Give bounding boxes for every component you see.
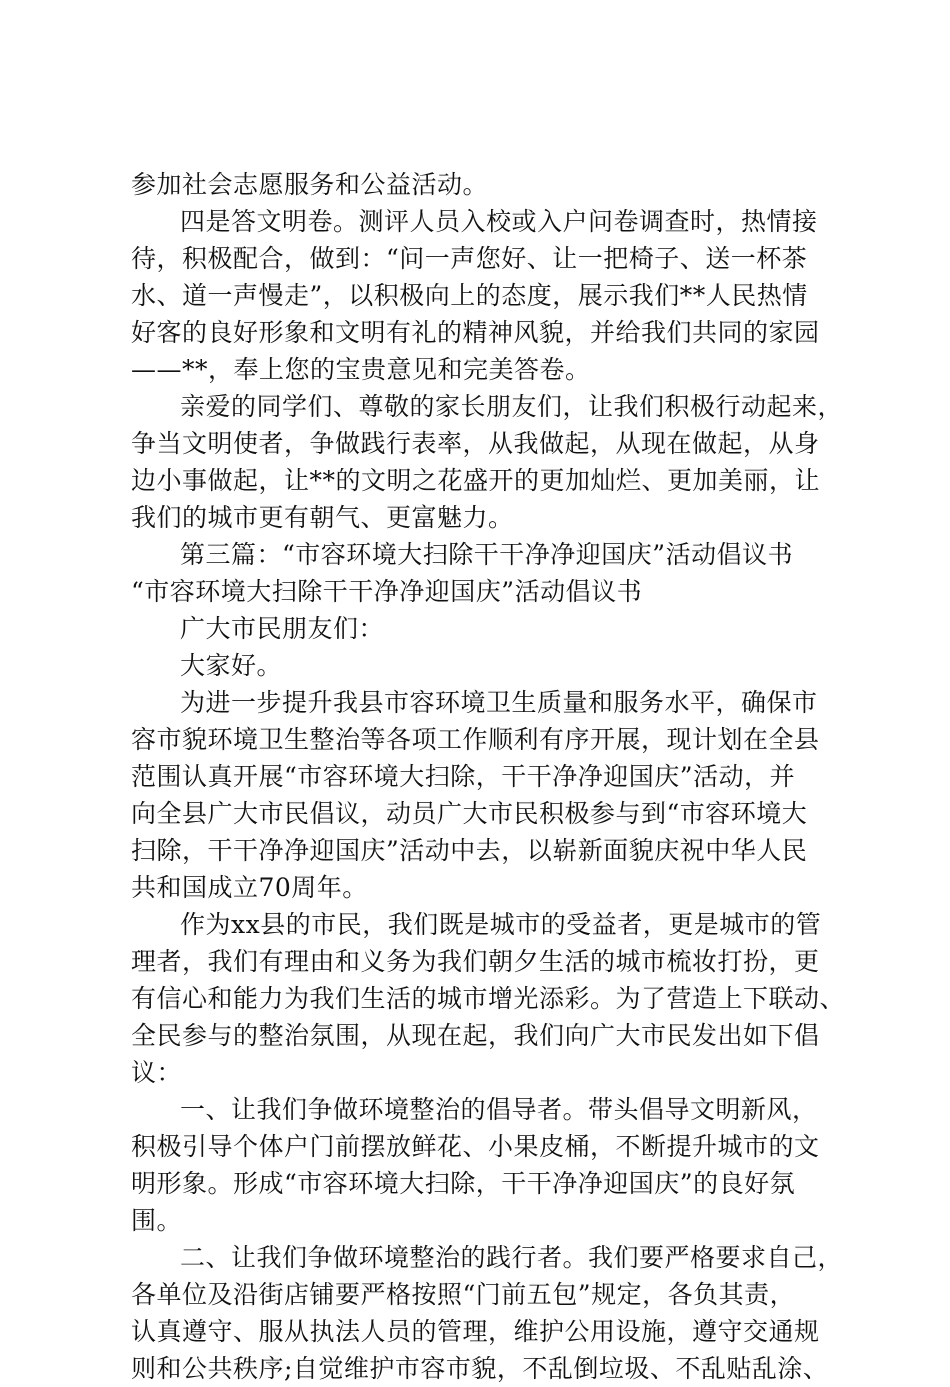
text-line: 积极引导个体户门前摆放鲜花、小果皮桶，不断提升城市的文 bbox=[131, 1132, 820, 1161]
text-line: 向全县广大市民倡议，动员广大市民积极参与到“市容环境大 bbox=[131, 799, 808, 828]
text-line: 广大市民朋友们： bbox=[180, 614, 385, 643]
text-line: 有信心和能力为我们生活的城市增光添彩。为了营造上下联动、 bbox=[131, 984, 846, 1013]
text-line: ——**，奉上您的宝贵意见和完美答卷。 bbox=[131, 355, 591, 384]
text-line: 待，积极配合，做到：“问一声您好、让一把椅子、送一杯茶 bbox=[131, 244, 808, 273]
text-line: 为进一步提升我县市容环境卫生质量和服务水平，确保市 bbox=[180, 688, 818, 717]
text-line: 容市貌环境卫生整治等各项工作顺利有序开展，现计划在全县 bbox=[131, 725, 820, 754]
text-line: 则和公共秩序;自觉维护市容市貌，不乱倒垃圾、不乱贴乱涂、 bbox=[131, 1354, 829, 1383]
text-line: 大家好。 bbox=[180, 651, 283, 680]
text-line: 亲爱的同学们、尊敬的家长朋友们，让我们积极行动起来， bbox=[180, 392, 844, 421]
text-line: 范围认真开展“市容环境大扫除，干干净净迎国庆”活动，并 bbox=[131, 762, 796, 791]
text-line: 四是答文明卷。测评人员入校或入户问卷调查时，热情接 bbox=[180, 207, 818, 236]
text-line: 各单位及沿街店铺要严格按照“门前五包”规定，各负其责， bbox=[131, 1280, 796, 1309]
text-line: 争当文明使者，争做践行表率，从我做起，从现在做起，从身 bbox=[131, 429, 820, 458]
text-line: 全民参与的整治氛围，从现在起，我们向广大市民发出如下倡 bbox=[131, 1021, 820, 1050]
text-line: 参加社会志愿服务和公益活动。 bbox=[131, 170, 489, 199]
document-body bbox=[131, 166, 846, 1387]
text-line: 认真遵守、服从执法人员的管理，维护公用设施，遵守交通规 bbox=[131, 1317, 820, 1346]
text-line: 我们的城市更有朝气、更富魅力。 bbox=[131, 503, 514, 532]
text-line: 议： bbox=[131, 1058, 183, 1087]
text-line: “市容环境大扫除干干净净迎国庆”活动倡议书 bbox=[131, 577, 643, 606]
text-line: 一、让我们争做环境整治的倡导者。带头倡导文明新风， bbox=[180, 1095, 818, 1124]
text-line: 水、道一声慢走”，以积极向上的态度，展示我们**人民热情 bbox=[131, 281, 808, 310]
text-line: 扫除，干干净净迎国庆”活动中去，以崭新面貌庆祝中华人民 bbox=[131, 836, 808, 865]
text-line: 围。 bbox=[131, 1206, 183, 1235]
text-line: 第三篇：“市容环境大扫除干干净净迎国庆”活动倡议书 bbox=[180, 540, 794, 569]
text-line: 二、让我们争做环境整治的践行者。我们要严格要求自己， bbox=[180, 1243, 844, 1272]
text-line: 共和国成立70周年。 bbox=[131, 873, 368, 902]
text-line: 好客的良好形象和文明有礼的精神风貌，并给我们共同的家园 bbox=[131, 318, 820, 347]
text-line: 理者，我们有理由和义务为我们朝夕生活的城市梳妆打扮，更 bbox=[131, 947, 820, 976]
text-line: 明形象。形成“市容环境大扫除，干干净净迎国庆”的良好氛 bbox=[131, 1169, 796, 1198]
text-line: 边小事做起，让**的文明之花盛开的更加灿烂、更加美丽，让 bbox=[131, 466, 821, 495]
text-line: 作为xx县的市民，我们既是城市的受益者，更是城市的管 bbox=[180, 910, 822, 939]
